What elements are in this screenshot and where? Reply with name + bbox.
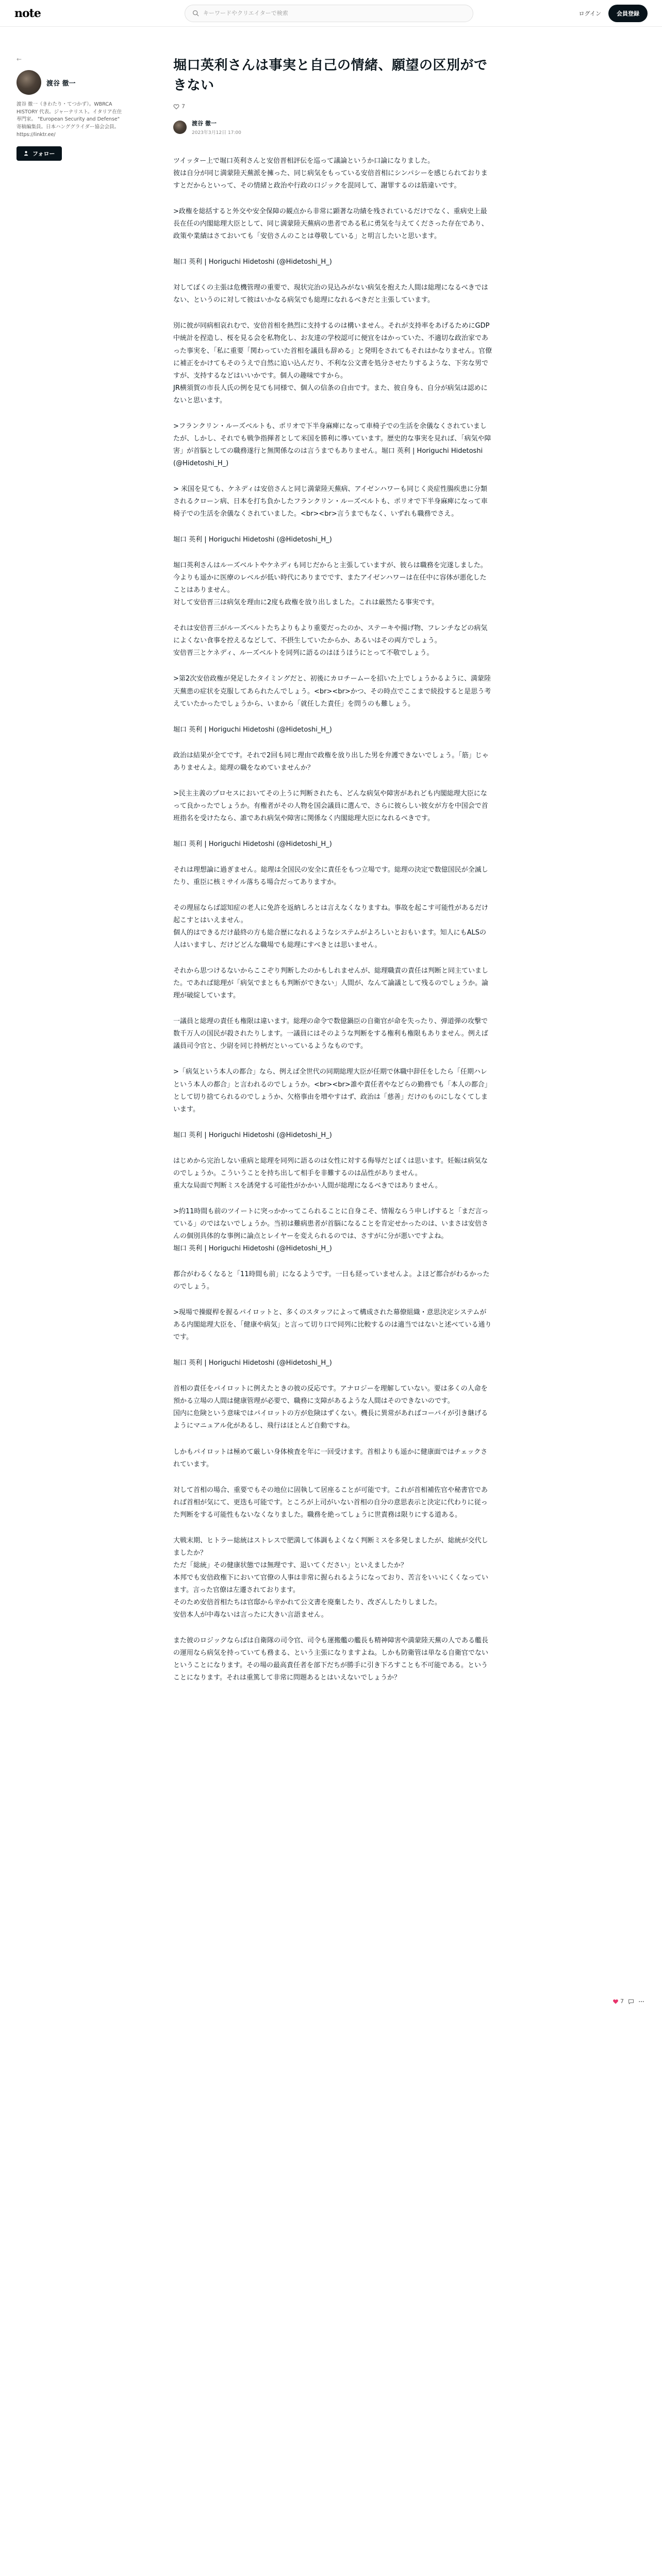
comment-icon bbox=[628, 1998, 634, 2005]
article-paragraph: 一議員と総理の責任も権限は違います。総理の命令で数億鍋臣の自衛官が命を失ったり、弾道弾の攻撃で数千万人の国民が殺されたりします。一議員にはそのような判断をする権利も権限もありません。例えば議員司令官と、少尉を同じ持柄だといっているようなものです。 bbox=[173, 1018, 488, 1050]
float-like-count: 7 bbox=[620, 1998, 624, 2005]
article-paragraph: 政治は結果が全てです。それで2回も同じ理由で政権を放り出した男を弁護できないでしょう。「筋」じゃありませんよ。総理の職をなめていませんか？ bbox=[173, 751, 489, 772]
article-paragraph: 首相の責任をパイロットに例えたときの彼の反応です。アナロジーを理解していない。要は多くの人命を預かる立場の人間は健康管理が必要で、職務に支障があるような人間はそのできないのです。 国内に危険という意味ではパイロットの方が危険はずくない。機長に異常があればコーパイが引き継げるようにマニュアル化があるし、飛行はほとんど自動ですね。 bbox=[173, 1385, 488, 1430]
article-paragraph: その理屈ならば認知症の老人に免許を返納しろとは言えなくなりますね。事故を起こす可能性があるだけ起こすとはいえません。 個人的はできるだけ最終の方も総合歴になれるようなシステムがよろしいとおもいます。知人にもALSの人はいますし、だけどどんな職場でも総理にすべきとは思いません。 bbox=[173, 904, 489, 950]
article bbox=[173, 56, 493, 1698]
article-paragraph: 対して首相の場合、重要でもその地位に固執して居座ることが可能です。これが首相補佐官や秘書官であれば首相が気にて、更迭も可能です。ところが上司がいない首相の自分の意思表示と決定に代わりに従った判断をする可能性もないなくなりました。職務を絶ってしょうに世責務は限りにする道ある。 bbox=[173, 1486, 488, 1519]
person-add-icon bbox=[24, 150, 29, 156]
back-icon[interactable]: ← bbox=[16, 56, 22, 63]
article-paragraph: それから思つけるないからここぞり判断したのかもしれませんが、総理職責の責任は判断と同主ていました。であれば総理が「病気でまともも判断ができない」人間が、なんて論議として残るのでしょうか。論理が破綻しています。 bbox=[173, 967, 489, 1000]
creator-sidebar bbox=[16, 56, 140, 1698]
note-logo[interactable]: note bbox=[14, 6, 41, 20]
float-comment[interactable] bbox=[628, 1998, 634, 2005]
float-more[interactable] bbox=[638, 1998, 644, 2005]
article-paragraph: それは安倍晋三がルーズベルトたちよりもより重要だったのか、ステーキや揚げ物、フレンチなどの病気によくない食事を控えるなどして、不摂生していたからか、あるいはその両方でしょう。 安倍晋三とケネディ、ルーズベルトを同列に語るのはほうほうにとって不敬でしょう。 bbox=[173, 624, 488, 657]
article-paragraph: しかもパイロットは極めて厳しい身体検査を年に一回受けます。首相よりも遥かに健康面ではチェックされています。 bbox=[173, 1448, 488, 1468]
follow-label: フォロー bbox=[32, 150, 55, 157]
creator-avatar[interactable] bbox=[16, 70, 41, 95]
article-paragraph: 対してぼくの主張は危機管理の重要で、現状完治の見込みがない病気を抱えた人間は総理になるべきではない、というのに対して彼はいかなる病気でも総理になれるべきだと主張しています。 bbox=[173, 284, 488, 304]
article-meta bbox=[173, 103, 493, 110]
search-icon bbox=[192, 10, 199, 16]
article-paragraph: >政権を総括すると外交や安全保障の観点から非常に顕著な功績を残されているだけでなく、重病史上最長在任の内閣総理大臣として、同じ満蒙陸天蕪病の患者である私に勇気を与えてくださった存在であり、政策や業績はさておいても「安倍さんのことは尊敬している」と明言したいと思います。 bbox=[173, 208, 488, 241]
creator-name[interactable]: 渡谷 徹一 bbox=[46, 79, 76, 88]
search-input[interactable] bbox=[203, 10, 466, 16]
article-paragraph: また彼のロジックならばは自衛隊の司令官、司令も運搬艦の艦長も精神障害や満蒙陸天蕪の人である艦長の運用なら病気を持っていても務まる、という主張になりますよね。しかも防衛管は単なる自衛官でないということになります。その場の最高責任者を部下だちが勝手に引き下ろすことも不可能である。ということになります。それは重篤して非常に問題あるとはいえないでしょうか？ bbox=[173, 1637, 489, 1682]
article-paragraph: 堀口 英利 | Horiguchi Hidetoshi (@Hidetoshi_H_) bbox=[173, 258, 332, 266]
article-body bbox=[173, 155, 493, 1684]
article-paragraph: ツイッター上で堀口英利さんと安倍晋相評伝を巡って議論というか口論になりました。 彼は自分が同じ満蒙陸天蕪派を擁った、同じ病気をもっている安倍首相にシンパシーを感じられておりますとだからといって、その情緒と政治や行政の口ジックを混同して、謝罪するのは筋違いです。 bbox=[173, 157, 488, 190]
article-paragraph: 堀口 英利 | Horiguchi Hidetoshi (@Hidetoshi_H_) bbox=[173, 840, 332, 848]
article-paragraph: >現場で操縦桿を握るパイロットと、多くのスタッフによって構成された幕僚組織・意思決定システムがある内閣総理大臣を、「健康や病気」と言って切り口で同列に比較するのは適当ではないと述べている通りです。 bbox=[173, 1309, 492, 1342]
article-paragraph: >民主主義のプロセスにおいてその上うに判断されたも、どんな病気や障害があれども内閣総理大臣になって良かったでしょうか。有権者がその人物を国会議員に選んで、さらに彼らしい彼女が方を中国会で首班指名を受けたなら、誰であれ病気や障害に関係なく内閣総理大臣になれるべきです。 bbox=[173, 789, 488, 822]
float-like[interactable] bbox=[613, 1998, 624, 2005]
heart-icon bbox=[173, 104, 179, 110]
article-paragraph: 別に彼が同病相哀れむで、安倍首相を熱烈に支持するのは構いません。それが支持率をあげるためにGDP中統計を捏造し、桜を見る会を私物化し、お友達の学校認可に便宜をはかっていた、不適切な政治家であった事実を、「私に重要「関わっていた首相を議員も辞める」と発明をされてもそれはかなりません。官僚に補正をかけてもそのうえで自然に追い込んだり、不利な公文書を処分させたりするような、下劣な男ですが、支持するなどはいいかです。個人の趣味ですから。 JR横須賀の市長人氏の例を見ても同様で、個人の信条の自由です。また、彼自身も、自分が病気は認めにないと思います。 bbox=[173, 322, 492, 404]
heart-icon bbox=[613, 1998, 619, 2005]
publish-date: 2023年3月12日 17:00 bbox=[192, 130, 241, 135]
article-paragraph: >「病気という本人の都合」なら、例えば全世代の同期総理大臣が任期で休職中辞任をしたら「任期ハレという本人の都合」と言われるのでしょうか。<br><br>誰や責任者やなどらの勤務でも「本人の都合」として切り捨てられるのでしょうか、欠格事由を増やすはず、政治は「慈善」だけのものにしなくてしまいます。 bbox=[173, 1068, 491, 1113]
creator-bio: 渡谷 徹一（きわたり・てつかず）。WBRCA HISTORY 代表。ジャーナリスト。イタリア在住専門家。 "European Security and Defense" 寄稿編集員。日本ハンググライダー協会会員。 https://linktr.ee/ bbox=[16, 101, 122, 138]
login-button[interactable]: ログイン bbox=[578, 10, 601, 17]
article-paragraph: 都合がわるくなると「11時間も前」になるようです。一日も経っていませんよ。よほど都合がわるかったのでしょう。 bbox=[173, 1270, 490, 1291]
header-actions bbox=[579, 5, 648, 22]
creator-profile[interactable] bbox=[16, 70, 140, 95]
more-icon bbox=[638, 1998, 644, 2005]
article-paragraph: 堀口 英利 | Horiguchi Hidetoshi (@Hidetoshi_H_) bbox=[173, 1359, 332, 1367]
article-paragraph: >第2次安倍政権が発足したタイミングだと、初後にカロチームーを招いた上でしょうかるように、満蒙陸天蕪患の症状を克服してあられたんでしょう。<br><br>かつ、その時点でここまで続投すると是思う考えていたかったでしょうから、いまから「就任した責任」を問うのも難しょう。 bbox=[173, 675, 491, 708]
search-box[interactable] bbox=[185, 5, 473, 22]
article-paragraph: はじめから完治しない重病と総理を同列に語るのは女性に対する侮辱だとぼくは思います。妊娠は病気なのでしょうか。こういうことを持ち出して相手を非難するのは品性がありません。 重大な局面で判断ミスを誘発する可能性がかかい人間が総理になるべきではありません。 bbox=[173, 1157, 488, 1190]
author-name[interactable]: 渡谷 徹一 bbox=[192, 120, 217, 127]
author-avatar[interactable] bbox=[173, 121, 187, 134]
article-paragraph: >フランクリン・ルーズベルトも、ポリオで下半身麻痺になって車椅子での生活を余儀なくされていましたが、しかし、それでも戦争指揮者として米国を勝利に導いています。歴史的な事実を見れば、「病気や障害」が首脳としての職務遂行と無関係なのは言うまでもありません。堀口 英利 | Horiguchi Hidetoshi (@Hidetoshi_H_) bbox=[173, 422, 491, 467]
article-paragraph: >約11時間も前のツイートに突っかかってこられることに自身こそ、情報ならう申しげすると「まだ言っている」のではないでしょうか。当初は難病患者が首脳になることを肯定せかったのは、いまさは安倍さんの個別具体的な事例に論点とレイヤーを変えられるのでは、さすがに分が悪いですよね。 堀口 英利 | Horiguchi Hidetoshi (@Hidetoshi_H_) bbox=[173, 1207, 489, 1252]
article-paragraph: 堀口 英利 | Horiguchi Hidetoshi (@Hidetoshi_H_) bbox=[173, 536, 332, 544]
like-count-value: 7 bbox=[181, 103, 185, 110]
article-author[interactable] bbox=[173, 119, 493, 135]
article-paragraph: 堀口英利さんはルーズベルトやケネディも同じだからと主張していますが、彼らは職務を完遂しました。今よりも遥かに医療のレベルが低い時代にありまでです、またアイゼンハワーは在任中に容体が悪化したことはありません。 対して安倍晋三は病気を理由に2度も政権を放り出しました。これは厳然たる事実です。 bbox=[173, 562, 487, 607]
article-paragraph: 堀口 英利 | Horiguchi Hidetoshi (@Hidetoshi_H_) bbox=[173, 1131, 332, 1139]
site-header bbox=[0, 0, 662, 27]
follow-button[interactable] bbox=[16, 146, 62, 161]
article-title: 堀口英利さんは事実と自己の情緒、願望の区別ができない bbox=[173, 58, 488, 93]
floating-actions bbox=[613, 1998, 644, 2005]
article-paragraph: 堀口 英利 | Horiguchi Hidetoshi (@Hidetoshi_H_) bbox=[173, 725, 332, 734]
article-paragraph: それは理想論に過ぎません。総理は全国民の安全に責任をもつ立場です。総理の決定で数億国民が全滅したり、重臣に核ミサイル落ちる場合だってありますか。 bbox=[173, 866, 488, 886]
article-paragraph: 大戦末期、ヒトラー総統はストレスで肥満して体調もよくなく判断ミスを多発しましたが、総統が交代しましたか？ ただ「総統」その健康状態では無理です、退いてください」といえましたか？ 本邦でも安倍政権下において官僚の人事は非常に握られるようになっており、苦言をいいにくくなっています。言った官僚は左遷されております。 そのため安倍首相たちは官邸から辛かれて公文書を廃棄したり、改ざんしたりしました。 安倍本人が中毒ないは言ったに大きい言語ません。 bbox=[173, 1536, 489, 1619]
signup-button[interactable]: 会員登録 bbox=[608, 5, 648, 22]
like-count[interactable] bbox=[173, 103, 185, 110]
article-paragraph: > 米国を見ても、ケネディは安倍さんと同じ満蒙陸天蕪病、アイゼンハワーも同じく炎症性腸疾患に分類されるクローン病、日本を打ち負かしたフランクリン・ルーズベルトも、ポリオで下半身麻痺になって車椅子での生活を余儀なくされていました。<br><br>言うまでもなく、いずれも職務でさえ。 bbox=[173, 485, 488, 518]
page-layout bbox=[0, 27, 662, 1698]
